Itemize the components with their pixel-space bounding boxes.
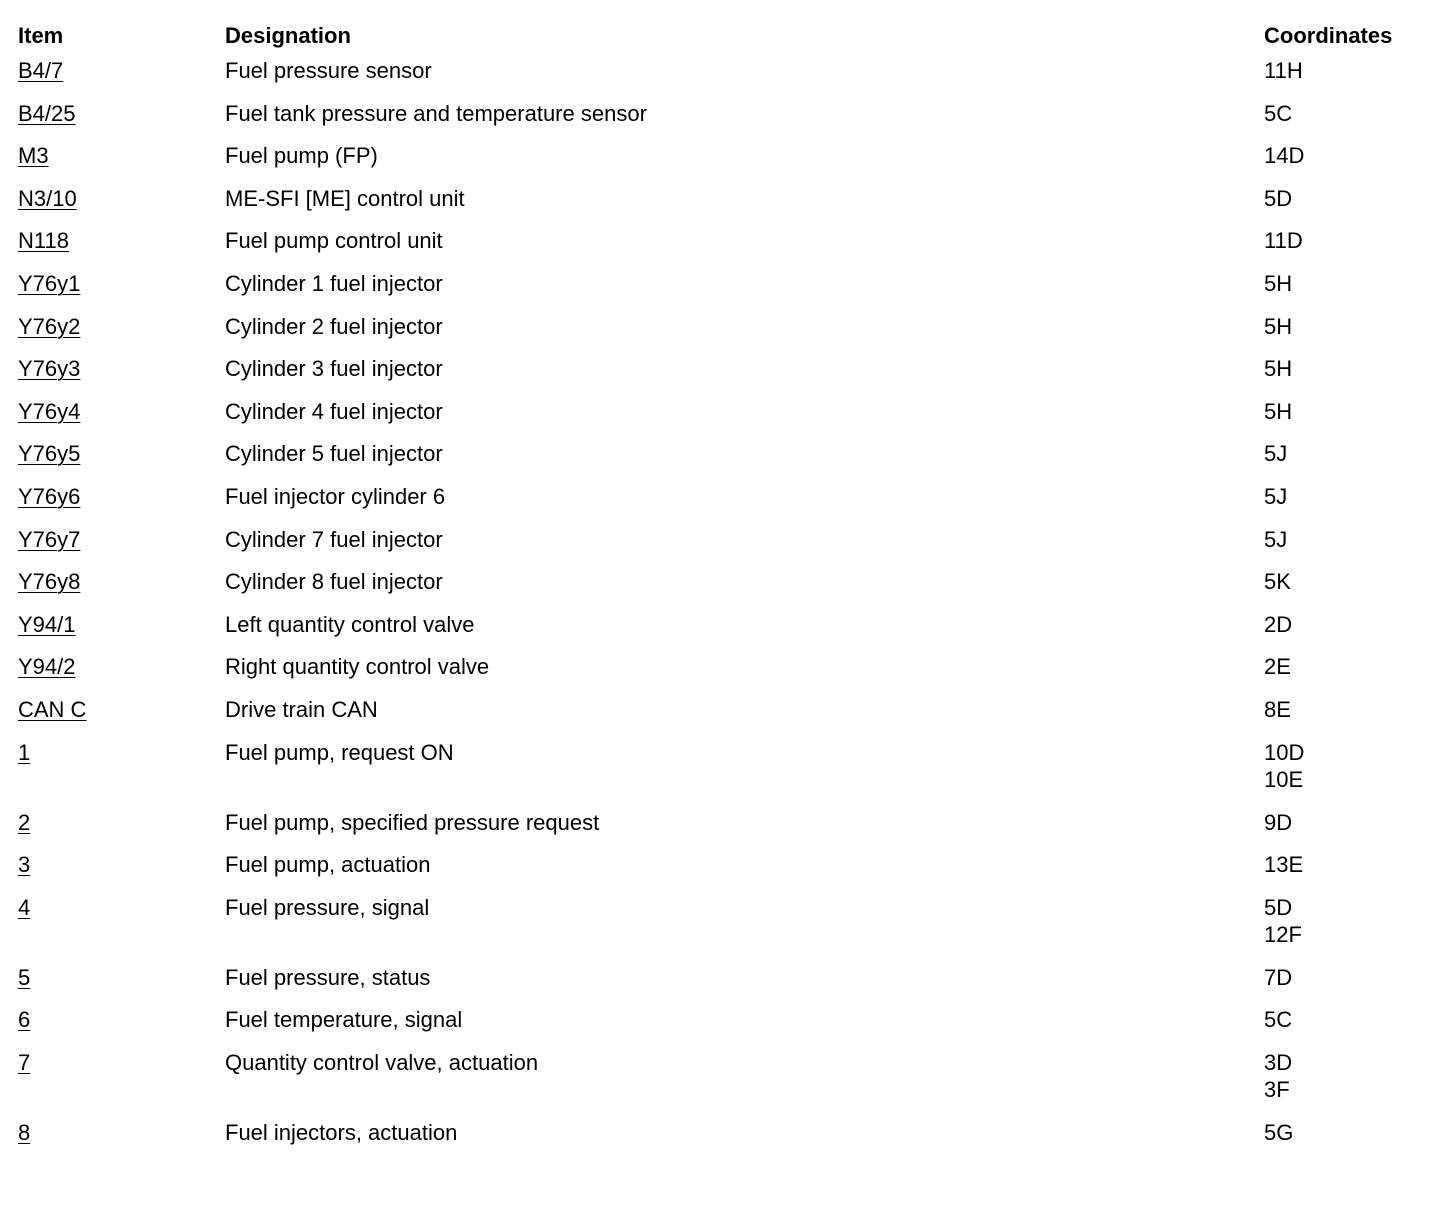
coordinate-value: 5G xyxy=(1264,1119,1294,1145)
item-cell xyxy=(18,100,225,128)
item-link[interactable]: N3/10 xyxy=(18,185,77,211)
table-row xyxy=(18,483,1428,526)
coordinates-cell xyxy=(1264,739,1428,794)
coordinates-cell xyxy=(1264,611,1428,639)
item-cell xyxy=(18,611,225,639)
table-row xyxy=(18,894,1428,964)
designation-cell: Cylinder 5 fuel injector xyxy=(225,441,443,467)
coordinate-value: 5H xyxy=(1264,313,1293,339)
item-link[interactable]: 1 xyxy=(18,739,31,765)
item-link[interactable]: Y76y2 xyxy=(18,313,81,339)
table-row xyxy=(18,1006,1428,1049)
item-cell xyxy=(18,1049,225,1077)
coordinates-cell xyxy=(1264,483,1428,511)
coordinates-cell xyxy=(1264,526,1428,554)
table-row xyxy=(18,270,1428,313)
table-row xyxy=(18,739,1428,809)
table-row xyxy=(18,100,1428,143)
item-cell xyxy=(18,696,225,724)
coordinate-value: 10E xyxy=(1264,767,1304,792)
designation-cell: Left quantity control valve xyxy=(225,611,475,637)
designation-cell: Fuel injectors, actuation xyxy=(225,1119,458,1145)
designation-cell: Cylinder 3 fuel injector xyxy=(225,356,443,382)
item-link[interactable]: Y94/2 xyxy=(18,654,76,680)
item-cell xyxy=(18,440,225,468)
item-link[interactable]: Y76y5 xyxy=(18,441,81,467)
coordinates-column-header: Coordinates xyxy=(1264,23,1393,48)
table-row xyxy=(18,809,1428,852)
coordinates-cell xyxy=(1264,100,1428,128)
item-cell xyxy=(18,851,225,879)
table-row xyxy=(18,313,1428,356)
table-row xyxy=(18,398,1428,441)
item-link[interactable]: Y76y8 xyxy=(18,569,81,595)
item-link[interactable]: M3 xyxy=(18,143,49,169)
table-row xyxy=(18,355,1428,398)
coordinate-value: 2E xyxy=(1264,654,1291,680)
coordinate-value: 13E xyxy=(1264,852,1304,878)
coordinate-value: 5J xyxy=(1264,483,1288,509)
table-row xyxy=(18,653,1428,696)
item-link[interactable]: 2 xyxy=(18,809,31,835)
item-cell xyxy=(18,185,225,213)
designation-cell: Quantity control valve, actuation xyxy=(225,1049,539,1075)
coordinates-cell xyxy=(1264,398,1428,426)
coordinates-cell xyxy=(1264,894,1428,949)
coordinates-cell xyxy=(1264,1119,1428,1147)
coordinates-cell xyxy=(1264,440,1428,468)
designation-cell: ME-SFI [ME] control unit xyxy=(225,185,465,211)
coordinates-cell xyxy=(1264,270,1428,298)
designation-cell: Drive train CAN xyxy=(225,696,378,722)
coordinate-value: 5D xyxy=(1264,185,1293,211)
designation-cell: Fuel injector cylinder 6 xyxy=(225,483,446,509)
designation-cell: Cylinder 4 fuel injector xyxy=(225,398,443,424)
coordinate-value: 5H xyxy=(1264,270,1293,296)
coordinates-cell xyxy=(1264,1006,1428,1034)
table-row xyxy=(18,568,1428,611)
table-row xyxy=(18,1119,1428,1162)
coordinate-value: 8E xyxy=(1264,696,1291,722)
designation-cell: Fuel pump, request ON xyxy=(225,739,454,765)
item-link[interactable]: Y76y1 xyxy=(18,270,81,296)
item-link[interactable]: N118 xyxy=(18,228,69,254)
designation-cell: Fuel pressure, status xyxy=(225,964,431,990)
designation-cell: Fuel pump, actuation xyxy=(225,852,431,878)
coordinate-value: 5H xyxy=(1264,398,1293,424)
coordinates-cell xyxy=(1264,568,1428,596)
legend-table xyxy=(18,22,1428,1161)
coordinate-value: 11H xyxy=(1264,58,1303,83)
designation-cell: Cylinder 2 fuel injector xyxy=(225,313,443,339)
coordinates-cell xyxy=(1264,1049,1428,1104)
designation-cell: Fuel pressure, signal xyxy=(225,894,430,920)
item-link[interactable]: B4/7 xyxy=(18,58,64,83)
designation-cell: Fuel temperature, signal xyxy=(225,1007,463,1033)
item-cell xyxy=(18,142,225,170)
table-row xyxy=(18,526,1428,569)
coordinates-cell xyxy=(1264,653,1428,681)
coordinate-value: 11D xyxy=(1264,228,1303,254)
coordinates-cell xyxy=(1264,964,1428,992)
item-cell xyxy=(18,739,225,767)
coordinate-value: 3D xyxy=(1264,1049,1293,1075)
item-cell xyxy=(18,653,225,681)
coordinate-value: 5J xyxy=(1264,441,1288,467)
item-link[interactable]: 5 xyxy=(18,964,31,990)
coordinates-cell xyxy=(1264,809,1428,837)
coordinate-value: 5J xyxy=(1264,526,1288,552)
designation-cell: Fuel pump (FP) xyxy=(225,143,378,169)
table-row xyxy=(18,611,1428,654)
coordinate-value: 3F xyxy=(1264,1077,1290,1103)
item-cell xyxy=(18,1006,225,1034)
designation-column-header: Designation xyxy=(225,23,351,48)
legend-header xyxy=(18,22,1428,57)
item-link[interactable]: Y76y6 xyxy=(18,483,81,509)
coordinate-value: 5H xyxy=(1264,356,1293,382)
coordinate-value: 5C xyxy=(1264,1007,1293,1033)
coordinates-cell xyxy=(1264,227,1428,255)
item-link[interactable]: Y94/1 xyxy=(18,611,76,637)
item-cell xyxy=(18,964,225,992)
item-cell xyxy=(18,398,225,426)
table-row xyxy=(18,1049,1428,1119)
table-row xyxy=(18,57,1428,100)
item-link[interactable]: 3 xyxy=(18,852,31,878)
legend-rows xyxy=(18,57,1428,1161)
item-link[interactable]: Y76y7 xyxy=(18,526,81,552)
designation-cell: Cylinder 1 fuel injector xyxy=(225,270,443,296)
item-cell xyxy=(18,313,225,341)
item-link[interactable]: 4 xyxy=(18,894,31,920)
item-cell xyxy=(18,483,225,511)
table-row xyxy=(18,227,1428,270)
item-cell xyxy=(18,526,225,554)
table-row xyxy=(18,185,1428,228)
table-row xyxy=(18,851,1428,894)
coordinate-value: 2D xyxy=(1264,611,1293,637)
item-cell xyxy=(18,568,225,596)
coordinate-value: 12F xyxy=(1264,922,1302,948)
item-cell xyxy=(18,894,225,922)
coordinates-cell xyxy=(1264,313,1428,341)
table-row xyxy=(18,696,1428,739)
item-cell xyxy=(18,809,225,837)
coordinate-value: 5C xyxy=(1264,100,1293,126)
item-column-header: Item xyxy=(18,23,64,48)
item-cell xyxy=(18,270,225,298)
designation-cell: Cylinder 8 fuel injector xyxy=(225,569,443,595)
designation-cell: Fuel pump control unit xyxy=(225,228,443,254)
item-cell xyxy=(18,1119,225,1147)
coordinates-cell xyxy=(1264,57,1428,85)
designation-cell: Fuel tank pressure and temperature sensor xyxy=(225,100,647,126)
coordinate-value: 7D xyxy=(1264,964,1293,990)
table-row xyxy=(18,964,1428,1007)
item-link[interactable]: CAN C xyxy=(18,696,87,722)
designation-cell: Fuel pressure sensor xyxy=(225,58,432,83)
coordinate-value: 10D xyxy=(1264,739,1305,765)
table-row xyxy=(18,142,1428,185)
item-cell xyxy=(18,57,225,85)
coordinate-value: 5K xyxy=(1264,569,1291,595)
designation-cell: Fuel pump, specified pressure request xyxy=(225,809,600,835)
item-link[interactable]: Y76y4 xyxy=(18,398,81,424)
coordinates-cell xyxy=(1264,355,1428,383)
item-link[interactable]: 7 xyxy=(18,1049,31,1075)
coordinates-cell xyxy=(1264,851,1428,879)
table-row xyxy=(18,440,1428,483)
item-link[interactable]: B4/25 xyxy=(18,100,76,126)
item-link[interactable]: 6 xyxy=(18,1007,31,1033)
coordinate-value: 5D xyxy=(1264,894,1293,920)
item-link[interactable]: Y76y3 xyxy=(18,356,81,382)
designation-cell: Right quantity control valve xyxy=(225,654,490,680)
item-cell xyxy=(18,355,225,383)
coordinates-cell xyxy=(1264,185,1428,213)
coordinates-cell xyxy=(1264,696,1428,724)
designation-cell: Cylinder 7 fuel injector xyxy=(225,526,443,552)
coordinates-cell xyxy=(1264,142,1428,170)
coordinate-value: 14D xyxy=(1264,143,1305,169)
item-link[interactable]: 8 xyxy=(18,1119,31,1145)
item-cell xyxy=(18,227,225,255)
coordinate-value: 9D xyxy=(1264,809,1293,835)
